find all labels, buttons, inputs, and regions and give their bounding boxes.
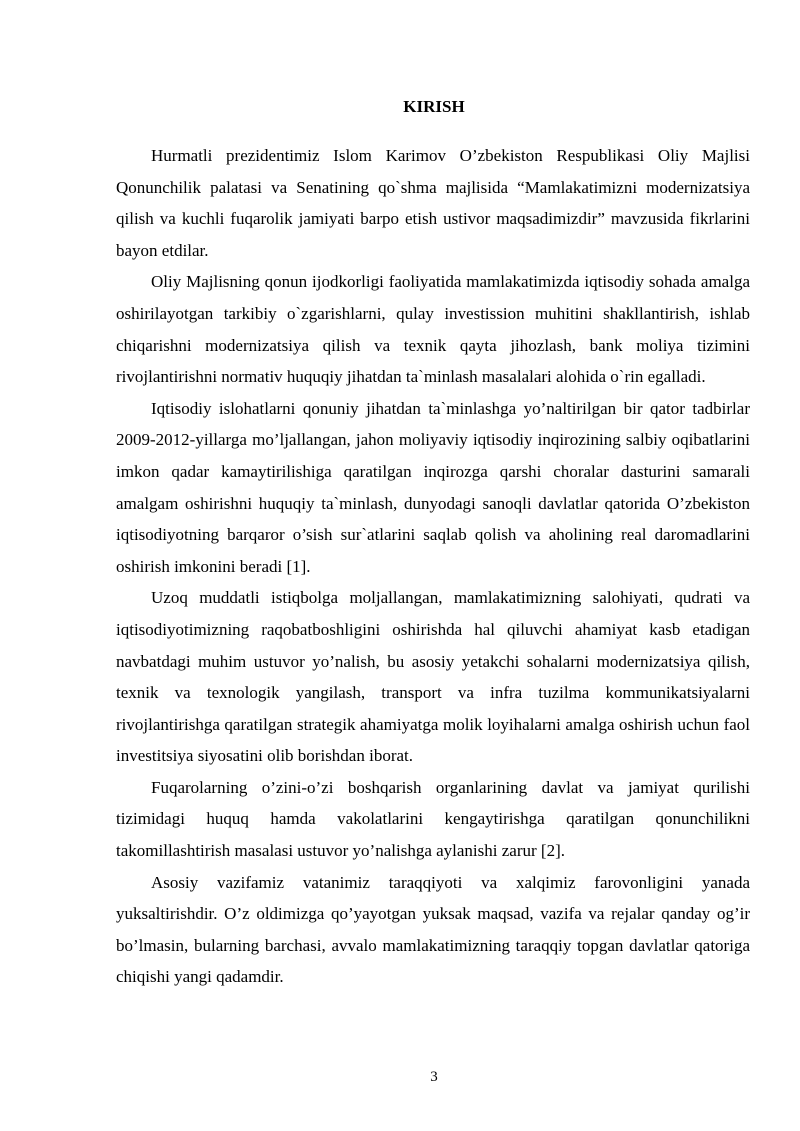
paragraph-4: Uzoq muddatli istiqbolga moljallangan, mamlakatimizning salohiyati, qudrati va iqtisodiyotimizning raqobatboshligini oshirishda hal qiluvchi ahamiyat kasb etadigan navbatdagi muhim ustuvor yo’nalish, bu asosiy yetakchi sohalarni modernizatsiya qilish, texnik va texnologik yangilash, transport va infra tuzilma kommunikatsiyalarni rivojlantirishga qaratilgan strategik ahamiyatga molik loyihalarni amalga oshirish uchun faol investitsiya siyosatini olib borishdan iborat. bbox=[116, 588, 750, 766]
paragraph-2: Oliy Majlisning qonun ijodkorligi faoliyatida mamlakatimizda iqtisodiy sohada amalga oshirilayotgan tarkibiy o`zgarishlarni, qulay investission muhitini shakllantirish, ishlab chiqarishni modernizatsiya qilish va texnik qayta jihozlash, bank moliya tizimini rivojlantirishni normativ huquqiy jihatdan ta`minlash masalalari alohida o`rin egalladi. bbox=[116, 272, 750, 387]
paragraph-5: Fuqarolarning o’zini-o’zi boshqarish organlarining davlat va jamiyat qurilishi tizimidagi huquq hamda vakolatlarini kengaytirishga qaratilgan qonunchilikni takomillashtirish masalasi ustuvor yo’nalishga aylanishi zarur [2]. bbox=[116, 777, 750, 861]
page-title: KIRISH bbox=[403, 97, 465, 116]
document-body bbox=[116, 140, 750, 993]
paragraph-3: Iqtisodiy islohatlarni qonuniy jihatdan ta`minlashga yo’naltirilgan bir qator tadbirlar 2009-2012-yillarga mo’ljallangan, jahon moliyaviy iqtisodiy inqirozining salbiy oqibatlarini imkon qadar kamaytirilishiga qaratilgan inqirozga qarshi choralar dasturini samarali amalgam oshirishni huquqiy ta`minlash, dunyodagi sanoqli davlatlar qatorida O’zbekiston iqtisodiyotning barqaror o’sish sur`atlarini saqlab qolish va aholining real daromadlarini oshirish imkonini beradi [1]. bbox=[116, 398, 750, 576]
page-number: 3 bbox=[430, 1069, 438, 1085]
paragraph-6: Asosiy vazifamiz vatanimiz taraqqiyoti va xalqimiz farovonligini yanada yuksaltirishdir. O’z oldimizga qo’yayotgan yuksak maqsad, vazifa va rejalar qanday og’ir bo’lmasin, bularning barchasi, avvalo mamlakatimizning taraqqiy topgan davlatlar qatoriga chiqishi yangi qadamdir. bbox=[116, 872, 750, 987]
paragraph-1: Hurmatli prezidentimiz Islom Karimov O’zbekiston Respublikasi Oliy Majlisi Qonunchilik palatasi va Senatining qo`shma majlisida “Mamlakatimizni modernizatsiya qilish va kuchli fuqarolik jamiyati barpo etish ustivor maqsadimizdir” mavzusida fikrlarini bayon etdilar. bbox=[116, 146, 750, 260]
